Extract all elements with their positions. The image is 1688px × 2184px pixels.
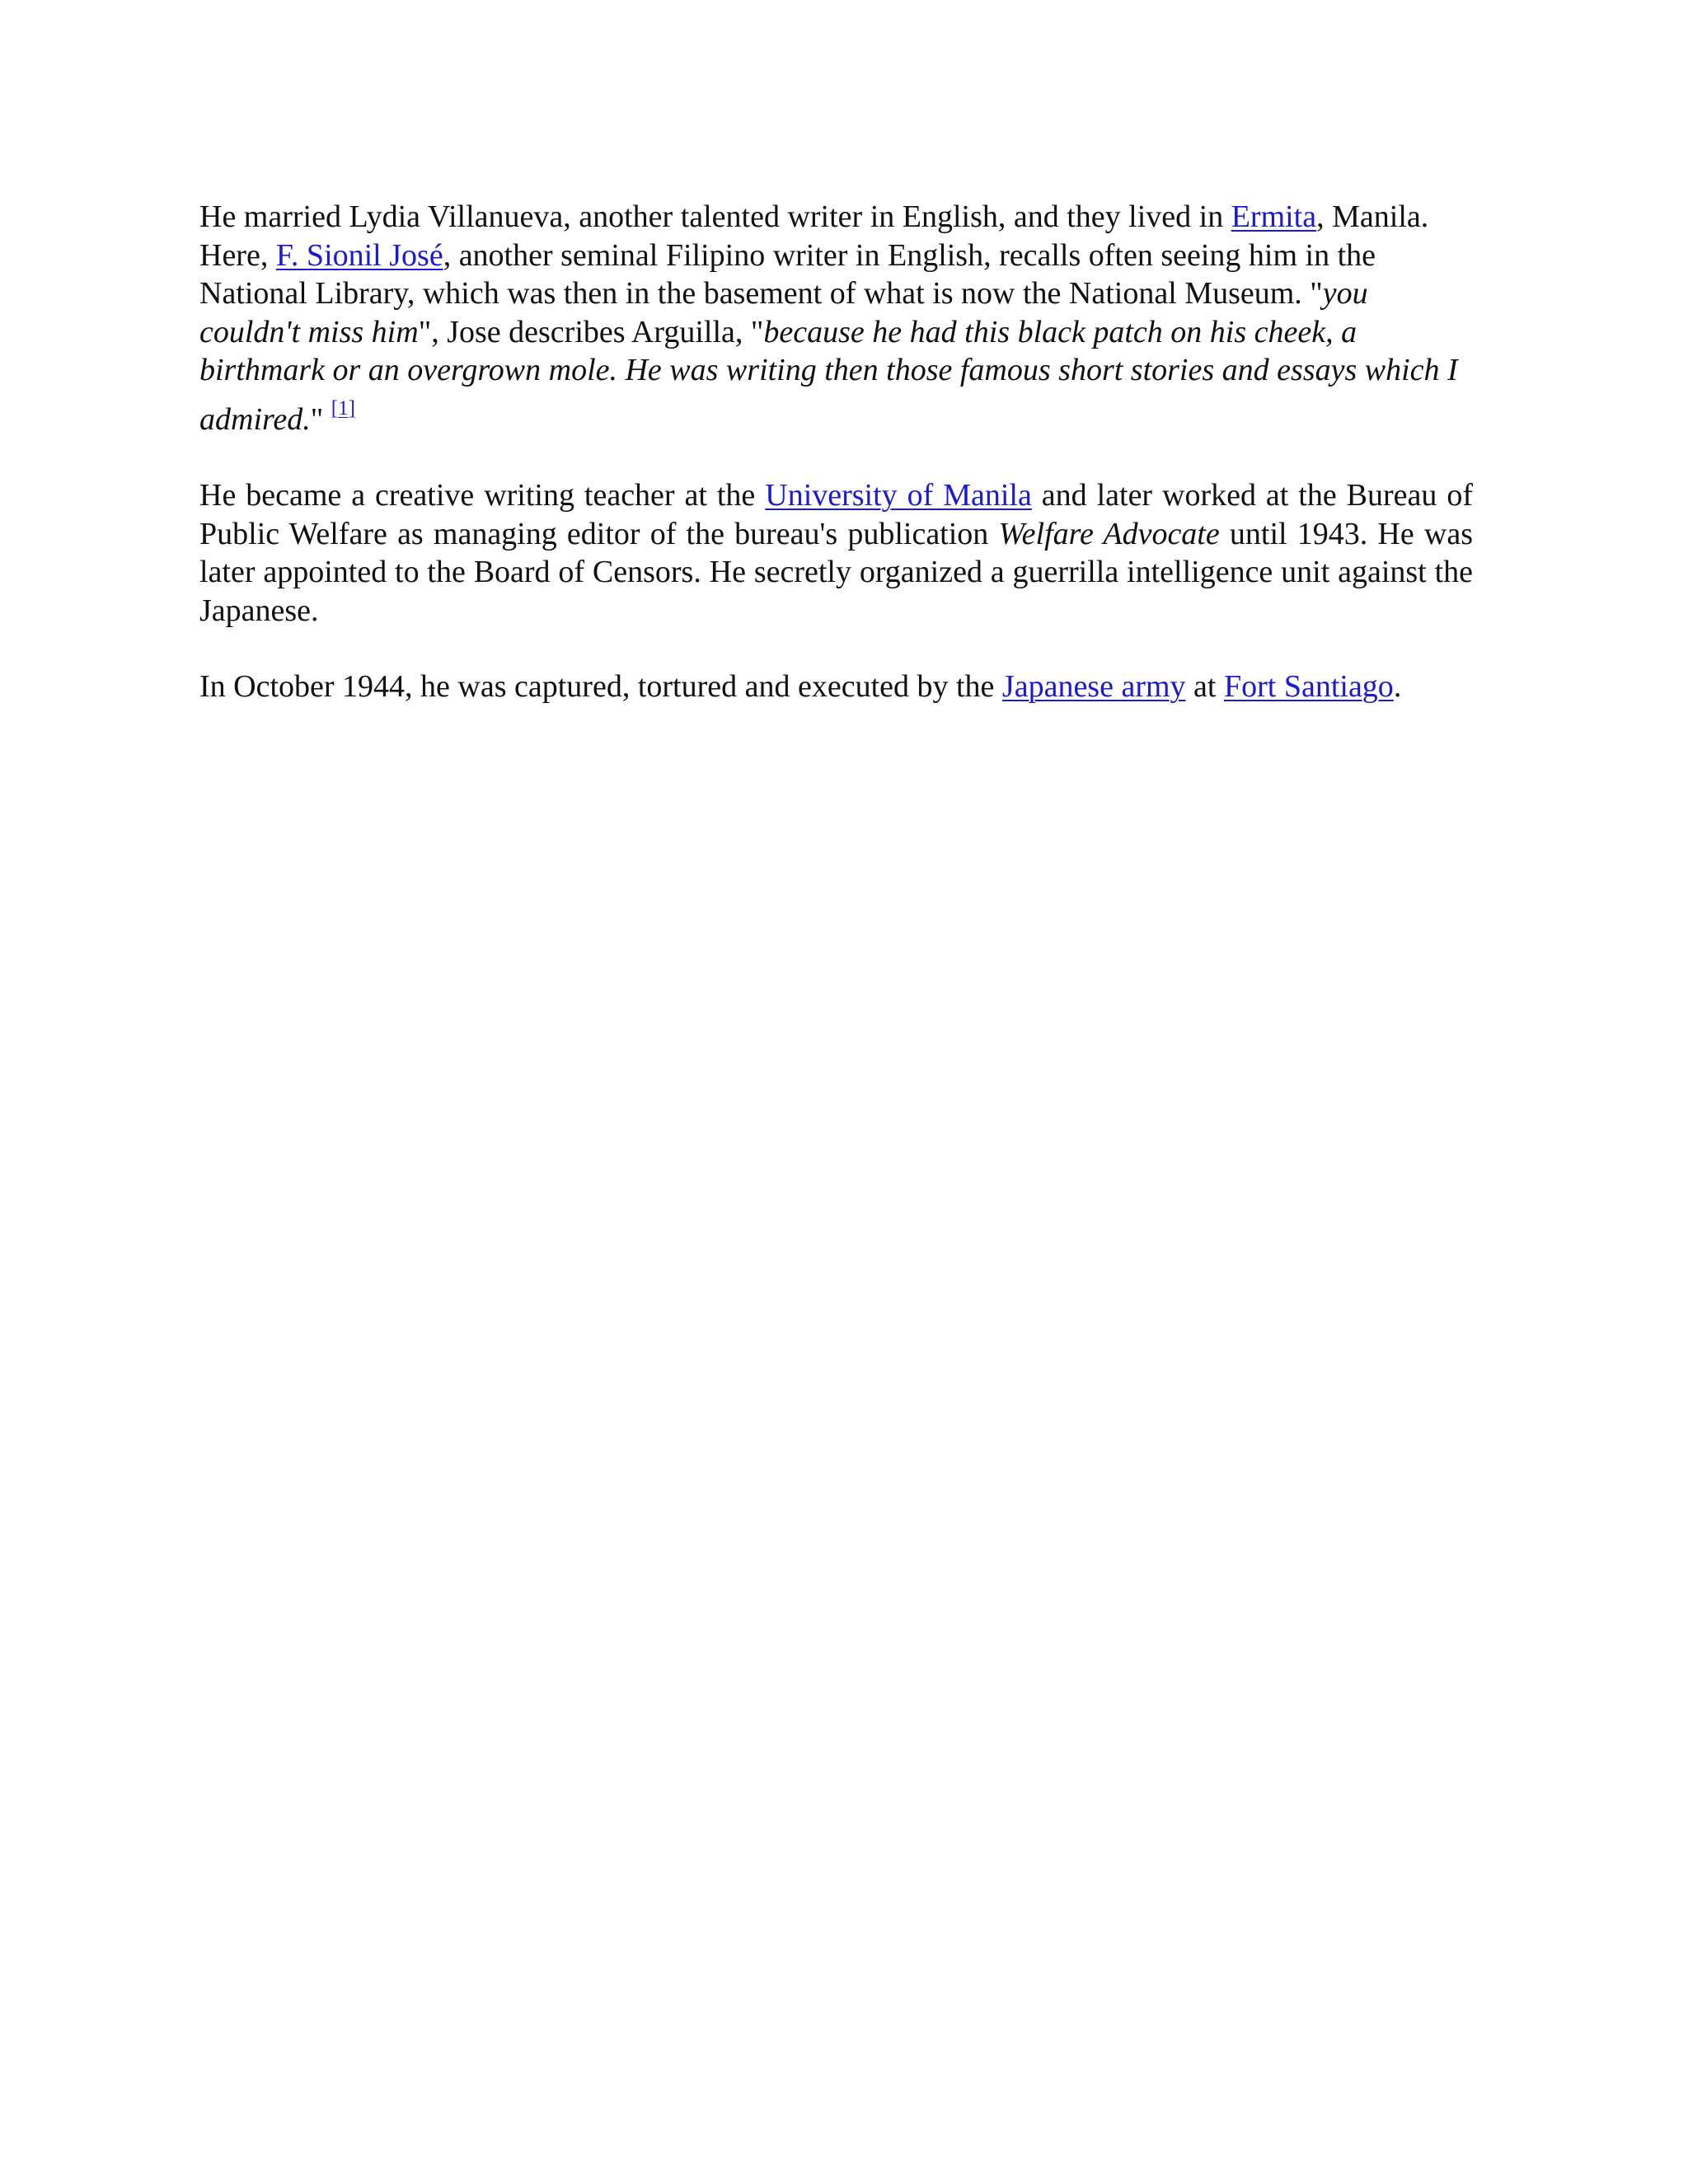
quote-short: you couldn't miss him [199, 276, 1368, 349]
paragraph-text: , Manila. Here, [199, 199, 1429, 273]
publication-title: Welfare Advocate [998, 516, 1220, 551]
paragraph-text: " [310, 401, 331, 437]
link-japanese-army[interactable]: Japanese army [1001, 669, 1186, 704]
paragraph-text: In October 1944, he was captured, tortured and executed by the [199, 669, 1002, 704]
link-university-of-manila[interactable]: University of Manila [765, 478, 1032, 513]
quote-long: because he had this black patch on his cheek, a birthmark or an overgrown mole. He was writing then those famous short stories and essays which I admired. [199, 314, 1458, 437]
paragraph-text: and later worked at the Bureau of Public Welfare as managing editor of the bureau's publication [199, 478, 1473, 551]
link-fort-santiago[interactable]: Fort Santiago [1223, 669, 1394, 704]
paragraph-marriage [199, 198, 1473, 438]
paragraph-text: , another seminal Filipino writer in English, recalls often seeing him in the National Library, which was then in the basement of what is now the National Museum. " [199, 237, 1376, 311]
paragraph-career [199, 476, 1473, 630]
paragraph-text: . [1393, 669, 1402, 704]
paragraph-text: He married Lydia Villanueva, another talented writer in English, and they lived in [199, 199, 1231, 234]
paragraph-text: until 1943. He was later appointed to the Board of Censors. He secretly organized a guerrilla intelligence unit against the Japanese. [199, 516, 1474, 628]
citation-link[interactable]: [1] [331, 396, 355, 419]
link-f-sionil-jose[interactable]: F. Sionil José [275, 237, 443, 273]
paragraph-text: at [1185, 669, 1224, 704]
paragraph-execution [199, 668, 1473, 706]
paragraph-text: He became a creative writing teacher at the [199, 478, 766, 513]
document-body [199, 198, 1473, 744]
paragraph-text: ", Jose describes Arguilla, " [418, 314, 764, 349]
link-ermita[interactable]: Ermita [1231, 199, 1317, 234]
